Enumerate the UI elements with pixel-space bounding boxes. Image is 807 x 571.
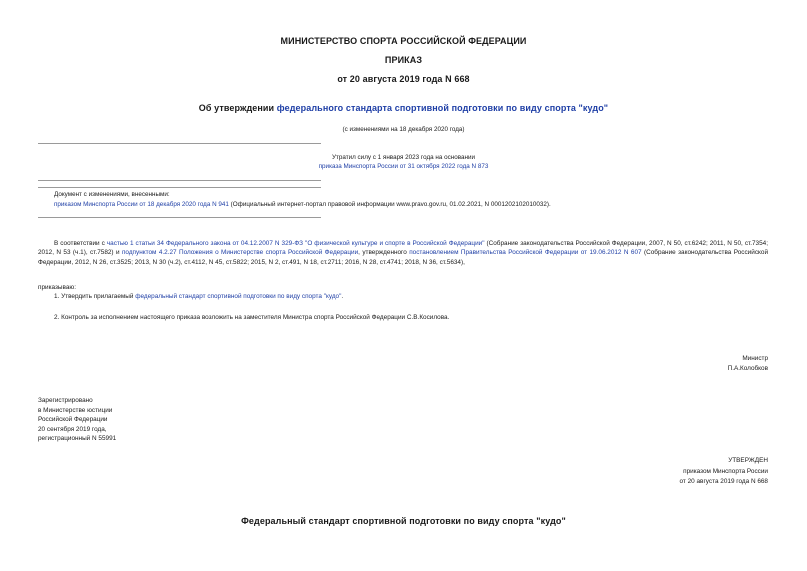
standard-link[interactable]: федеральный стандарт спортивной подготовки по виду спорта "кудо" <box>135 293 342 300</box>
order-word: приказываю: <box>38 284 76 291</box>
order-item-1-end: . <box>341 293 344 300</box>
appendix-title: Федеральный стандарт спортивной подготовки по виду спорта "кудо" <box>241 516 566 526</box>
changes-line <box>54 200 551 210</box>
registration-block <box>38 396 116 444</box>
registration-line: в Министерстве юстиции <box>38 406 113 414</box>
preamble-text: (Собрание законодательства Российской Федерации, 2007, N 50, ст.6242; 2011, N 50, ст.7354; 2012, N 53 (ч.1), ст.7582) и <box>38 240 768 257</box>
document-title <box>0 103 807 113</box>
document-title-prefix: Об утверждении <box>198 103 277 113</box>
changes-source: (Официальный интернет-портал правовой информации www.pravo.gov.ru, 01.02.2021, N 0001202102010032). <box>228 201 551 208</box>
doc-type-heading: ПРИКАЗ <box>384 55 423 65</box>
expired-note-link-line <box>0 162 807 172</box>
divider <box>38 187 321 188</box>
expired-order-link[interactable]: приказа Минспорта России от 31 октября 2022 года N 873 <box>318 163 489 170</box>
order-item-1 <box>54 292 343 301</box>
changes-order-link[interactable]: приказом Минспорта России от 18 декабря 2020 года N 941 <box>54 201 229 208</box>
amendment-note: (с изменениями на 18 декабря 2020 года) <box>342 126 465 133</box>
approval-line: УТВЕРЖДЕН <box>728 457 768 464</box>
expired-note: Утратил силу с 1 января 2023 года на основании <box>331 154 476 161</box>
preamble-text: (Собрание законодательства Российской Федерации, 2012, N 26, ст.3525; 2013, N 30 (ч.2), ст.4112, N 45, ст.5822; 2015, N 2, ст.491, N 18, ст.2711; 2016, N 28, ст.4741; 2018, N 36, ст.5634), <box>38 249 769 266</box>
order-item-1-text: 1. Утвердить прилагаемый <box>54 293 136 300</box>
preamble-text: , утвержденного <box>358 249 410 257</box>
order-item-2: 2. Контроль за исполнением настоящего приказа возложить на заместителя Министра спорта Российской Федерации С.В.Косилова. <box>54 314 450 321</box>
preamble-paragraph <box>38 239 768 267</box>
approval-line: от 20 августа 2019 года N 668 <box>679 478 768 485</box>
divider <box>38 180 321 181</box>
divider <box>38 217 321 218</box>
preamble-text: В соответствии с <box>54 240 107 247</box>
registration-line: Российской Федерации <box>38 416 108 424</box>
title-standard-link[interactable]: федерального стандарта спортивной подготовки по виду спорта "кудо" <box>276 103 609 113</box>
registration-line: 20 сентября 2019 года, <box>38 425 107 433</box>
approval-block <box>568 456 768 488</box>
signature-position: Министр <box>742 355 768 362</box>
changes-label: Документ с изменениями, внесенными: <box>54 191 170 198</box>
registration-line: Зарегистрировано <box>38 397 93 404</box>
divider <box>38 143 321 144</box>
government-decree-link[interactable]: постановлением Правительства Российской Федерации от 19.06.2012 N 607 <box>409 249 642 257</box>
federal-law-link[interactable]: частью 1 статьи 34 Федерального закона от 04.12.2007 N 329-ФЗ "О физической культуре и спорте в Российской Федерации" <box>106 240 485 247</box>
ministry-regulation-link[interactable]: подпунктом 4.2.27 Положения о Министерстве спорта Российской Федерации <box>121 249 359 257</box>
ministry-heading: МИНИСТЕРСТВО СПОРТА РОССИЙСКОЙ ФЕДЕРАЦИИ <box>280 36 527 46</box>
approval-line: приказом Минспорта России <box>683 467 768 475</box>
registration-line: регистрационный N 55991 <box>38 435 117 443</box>
signature-name: П.А.Колобков <box>727 365 768 372</box>
order-date-number: от 20 августа 2019 года N 668 <box>337 74 470 84</box>
